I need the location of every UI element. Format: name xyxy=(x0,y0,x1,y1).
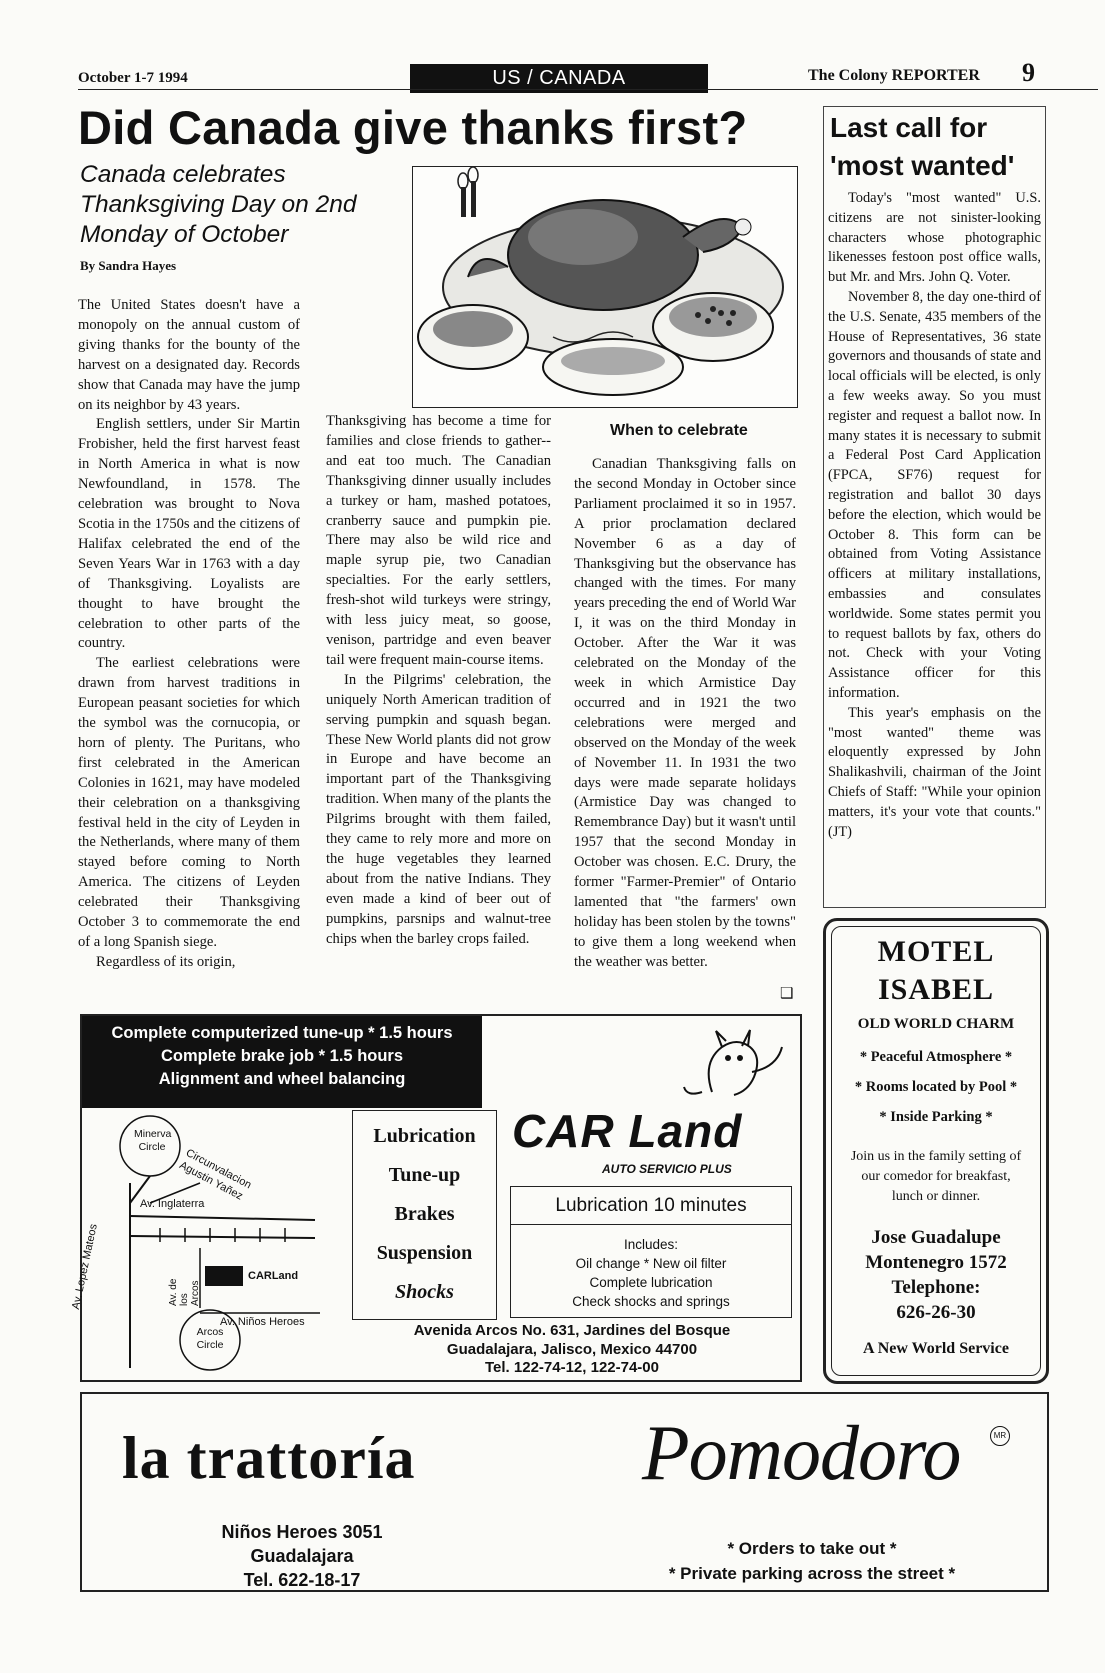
trattoria-address xyxy=(202,1520,402,1592)
registered-mark: MR xyxy=(990,1426,1010,1446)
trattoria-address-line1: Niños Heroes 3051 xyxy=(221,1522,383,1542)
motel-feature: * Inside Parking * xyxy=(879,1109,993,1125)
trattoria-perk: * Orders to take out * xyxy=(727,1539,897,1558)
carland-service: Alignment and wheel balancing xyxy=(158,1070,406,1088)
motel-phone: 626-26-30 xyxy=(896,1302,976,1323)
map-label-carland: CARLand xyxy=(248,1270,299,1282)
map-label-inglaterra: Av. Inglaterra xyxy=(140,1198,205,1210)
includes-item: Check shocks and springs xyxy=(572,1294,730,1309)
map-label-av-arcos: Av. de los Arcos xyxy=(168,1278,201,1306)
motel-feature: * Rooms located by Pool * xyxy=(854,1079,1018,1095)
header-rule xyxy=(78,89,1098,90)
section-banner: US / CANADA xyxy=(410,64,708,93)
carland-logo: CAR Land xyxy=(512,1105,743,1157)
motel-footer: A New World Service xyxy=(863,1340,1009,1357)
article-paragraph: Canadian Thanksgiving falls on the second Monday in October since Parliament proclaimed it so in 1957. A prior proclamation declared November 6 as a day of Thanksgiving but the observance has changed with the times. For many years preceding the end of World War I, it was on the third Monday in October. After the War it was celebrated on the Monday of the week in which Armistice Day occurred and in 1921 the two celebrations were merged and observed on the Monday of the week of November 11. In 1931 the two days were made separate holidays (Armistice Day was changed to Remembrance Day) but it wasn't until 1957 that the second Monday in October was chosen. E.C. Drury, the former "Farmer-Premier" of Ontario lamented that "the farmers' own holiday has been stolen by the towns" to give them a long weekend when the weather was better. xyxy=(574,456,796,970)
includes-item: Oil change * New oil filter xyxy=(575,1256,727,1271)
trattoria-perks xyxy=(622,1536,1002,1586)
carland-service: Complete computerized tune-up * 1.5 hours xyxy=(111,1024,453,1042)
article-paragraph: In the Pilgrims' celebration, the uniquely North American tradition of serving pumpkin and squash began. These New World plants did not grow in Europe and have become an important part of the Thanksgiving tradition. When many of the plants the Pilgrims brought with them failed, they came to rely more and more on the huge vegetables they learned about from the native Indians. They even made a kind of beer out of pumpkins, parsnips and walnut-tree chips when the barley crops failed. xyxy=(326,671,551,947)
sidebar-box xyxy=(823,106,1046,908)
service-item: Tune-up xyxy=(388,1164,461,1186)
trattoria-phone: Tel. 622-18-17 xyxy=(243,1570,361,1590)
article-paragraph: Thanksgiving has become a time for families and close friends to gather--and eat too much. The Canadian Thanksgiving dinner usually includes a turkey or ham, mashed potatoes, cranberry sauce and pumpkin pie. There may also be wild rice and maple syrup pie, two Canadian specialties. For the early settlers, fresh-shot wild turkeys were stringy, with less juicy meat, so goose, venison, partridge and even beaver tail were frequent main-course items. xyxy=(326,413,551,668)
service-item: Shocks xyxy=(395,1281,454,1303)
page-number: 9 xyxy=(1022,58,1035,87)
lube-rule xyxy=(511,1224,791,1225)
carland-address-line1: Avenida Arcos No. 631, Jardines del Bosque xyxy=(413,1322,731,1339)
motel-address-line2: Montenegro 1572 xyxy=(865,1252,1007,1273)
article-paragraph: The United States doesn't have a monopoly on the annual custom of giving thanks for the bounty of the harvest on a designated day. Records show that Canada may have the jump on its neighbor by 43 years. xyxy=(78,297,300,413)
kangaroo-mascot-icon xyxy=(682,1022,792,1106)
article-column-3 xyxy=(574,455,796,973)
trattoria-name: la trattoría xyxy=(122,1425,416,1491)
map-label-minerva: Minerva Circle xyxy=(134,1128,172,1153)
turkey-dinner-icon xyxy=(413,167,797,407)
carland-service: Complete brake job * 1.5 hours xyxy=(160,1047,404,1065)
article-paragraph: The earliest celebrations were drawn from harvest traditions in European peasant societies for which the symbol was the cornucopia, or horn of plenty. The Puritans, who first celebrated in the American Colonies in 1621, may have modeled their celebration on a thanksgiving festival held in the city of Leyden in the Netherlands, where many of them stayed before coming to North America. The citizens of Leyden celebrated their Thanksgiving October 3 to commemorate the end of a long Spanish siege. xyxy=(78,655,300,950)
motel-invite: Join us in the family setting of our comedor for breakfast, lunch or dinner. xyxy=(850,1149,1022,1204)
motel-name-line1: MOTEL xyxy=(877,935,995,968)
lube-title: Lubrication 10 minutes xyxy=(555,1195,747,1216)
sidebar-paragraph: Today's "most wanted" U.S. citizens are not sinister-looking characters whose photographic likenesses festoon post office walls, but Mr. and Mrs. John Q. Voter. xyxy=(828,190,1041,286)
sidebar-paragraph: November 8, the day one-third of the U.S. Senate, 435 members of the House of Representatives, 36 state governors and thousands of state and local officials will be elected, is only a few weeks away. So you must register and request a ballot now. In many states it is necessary to submit a Federal Post Card Application (FPCA, SF76) request for registration and ballot 30 days before the election, which would be October 8. This form can be obtained from Voting Assistance officers at military installations, embassies and consulates worldwide. Some states permit you to request ballots by fax, others do not. Check with your Voting Assistance officer for this information. xyxy=(828,288,1042,701)
motel-phone-label: Telephone: xyxy=(891,1277,981,1298)
carland-service-list xyxy=(352,1110,497,1320)
issue-date: October 1-7 1994 xyxy=(78,70,188,86)
carland-address-line2: Guadalajara, Jalisco, Mexico 44700 xyxy=(446,1340,698,1358)
article-headline: Did Canada give thanks first? xyxy=(78,101,748,154)
section-subtitle: When to celebrate xyxy=(610,422,748,439)
article-column-1 xyxy=(78,296,300,973)
motel-tagline: OLD WORLD CHARM xyxy=(857,1016,1015,1032)
thanksgiving-feast-illustration xyxy=(412,166,798,408)
motel-name-line2: ISABEL xyxy=(877,973,995,1006)
carland-services-banner xyxy=(82,1016,482,1108)
carland-lube-box xyxy=(510,1186,792,1318)
paper-name: The Colony REPORTER xyxy=(808,67,980,84)
map-label-circunvalacion: Circunvalacion Agustin Yañez xyxy=(177,1146,254,1203)
sidebar-title: Last call for 'most wanted' xyxy=(830,112,1015,181)
trattoria-address-line2: Guadalajara xyxy=(250,1546,354,1566)
map-label-lopez-mateos: Av. Lopez Mateos xyxy=(70,1222,100,1311)
includes-item: Complete lubrication xyxy=(589,1275,713,1290)
article-subhead: Canada celebrates Thanksgiving Day on 2nd Monday of October xyxy=(80,161,357,248)
article-paragraph: English settlers, under Sir Martin Frobisher, held the first harvest feast in North America in what is now Newfoundland, in 1578. The celebration was brought to Nova Scotia in the 1750s and the citizens of Halifax celebrated the end of the Seven Years War in 1763 with a day of Thanksgiving. Loyalists are thought to have brought the celebration to other parts of the country. xyxy=(78,416,300,652)
pomodoro-brand: Pomodoro xyxy=(642,1409,961,1496)
carland-address xyxy=(352,1322,792,1378)
end-of-story-mark: ❑ xyxy=(780,986,794,1002)
motel-feature: * Peaceful Atmosphere * xyxy=(859,1049,1013,1065)
sidebar-body xyxy=(828,189,1041,842)
motel-isabel-ad xyxy=(823,918,1049,1384)
trattoria-ad xyxy=(80,1392,1049,1592)
service-item: Brakes xyxy=(394,1203,455,1225)
carland-phone: Tel. 122-74-12, 122-74-00 xyxy=(484,1359,659,1376)
service-item: Lubrication xyxy=(373,1125,476,1147)
carland-location-map xyxy=(70,1108,348,1372)
map-label-arcos-circle: Arcos Circle xyxy=(196,1326,224,1351)
service-item: Suspension xyxy=(376,1242,473,1264)
trattoria-perk: * Private parking across the street * xyxy=(668,1564,956,1583)
byline: By Sandra Hayes xyxy=(80,258,177,273)
includes-label: Includes: xyxy=(623,1237,679,1252)
sidebar-paragraph: This year's emphasis on the "most wanted" theme was eloquently expressed by John Shalikashvili, chairman of the Joint Chiefs of Staff: "While your opinion matters, it's your vote that counts."(JT) xyxy=(828,704,1041,840)
article-paragraph: Regardless of its origin, xyxy=(96,953,236,970)
motel-address-line1: Jose Guadalupe xyxy=(871,1227,1001,1248)
map-label-ninos-heroes: Av. Niños Heroes xyxy=(220,1316,305,1328)
carland-sublogo: AUTO SERVICIO PLUS xyxy=(602,1162,732,1176)
carland-ad xyxy=(70,1014,802,1382)
article-column-2 xyxy=(326,412,551,949)
